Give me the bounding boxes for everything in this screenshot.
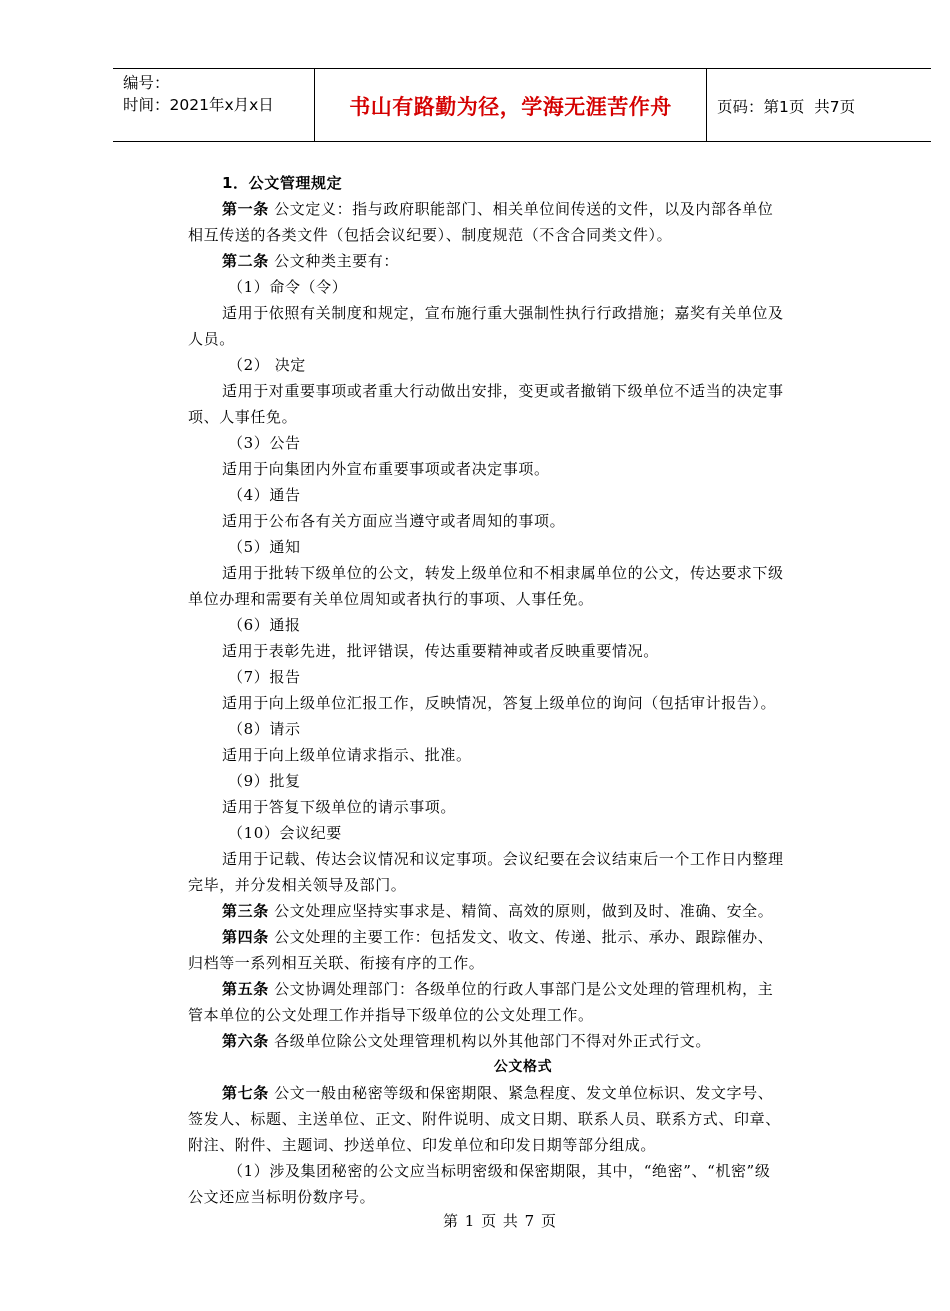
type-desc: 适用于答复下级单位的请示事项。 xyxy=(222,798,457,816)
type-name: （7）报告 xyxy=(228,668,301,686)
type-name: （10）会议纪要 xyxy=(228,824,342,842)
type-name: （8）请示 xyxy=(228,720,301,738)
type-desc-cont: 人员。 xyxy=(188,330,235,348)
article-1-cont: 相互传送的各类文件（包括会议纪要）、制度规范（不含合同类文件）。 xyxy=(188,226,673,244)
article-3: 第三条 公文处理应坚持实事求是、精简、高效的原则，做到及时、准确、安全。 xyxy=(222,902,774,920)
type-desc-cont: 项、人事任免。 xyxy=(188,408,298,426)
header-divider xyxy=(706,69,707,141)
type-desc-cont: 完毕，并分发相关领导及部门。 xyxy=(188,876,407,894)
type-name: （3）公告 xyxy=(228,434,301,452)
type-desc: 适用于对重要事项或者重大行动做出安排，变更或者撤销下级单位不适当的决定事 xyxy=(222,382,784,400)
item-1-cont: 公文还应当标明份数序号。 xyxy=(188,1188,376,1206)
subsection-title: 公文格式 xyxy=(493,1059,553,1075)
type-desc: 适用于表彰先进，批评错误，传达重要精神或者反映重要情况。 xyxy=(222,642,659,660)
section-title: 1．公文管理规定 xyxy=(222,174,343,192)
type-desc: 适用于向上级单位汇报工作，反映情况，答复上级单位的询问（包括审计报告）。 xyxy=(222,694,777,712)
type-name: （1）命令（令） xyxy=(228,278,348,296)
type-name: （5）通知 xyxy=(228,538,301,556)
type-name: （6）通报 xyxy=(228,616,301,634)
header-page-info: 页码：第1页 共7页 xyxy=(717,98,856,116)
article-4-cont: 归档等一系列相互关联、衔接有序的工作。 xyxy=(188,954,485,972)
type-desc: 适用于向集团内外宣布重要事项或者决定事项。 xyxy=(222,460,550,478)
type-desc: 适用于公布各有关方面应当遵守或者周知的事项。 xyxy=(222,512,566,530)
header-number: 编号： xyxy=(123,74,170,92)
article-5-cont: 管本单位的公文处理工作并指导下级单位的公文处理工作。 xyxy=(188,1006,594,1024)
document-body xyxy=(188,170,858,1210)
article-6: 第六条 各级单位除公文处理管理机构以外其他部门不得对外正式行文。 xyxy=(222,1032,711,1050)
header-meta xyxy=(123,72,274,116)
article-5: 第五条 公文协调处理部门：各级单位的行政人事部门是公文处理的管理机构，主 xyxy=(222,980,774,998)
type-desc: 适用于向上级单位请求指示、批准。 xyxy=(222,746,472,764)
page-footer: 第 1 页 共 7 页 xyxy=(443,1212,557,1230)
type-name: （9）批复 xyxy=(228,772,301,790)
article-7: 第七条 公文一般由秘密等级和保密期限、紧急程度、发文单位标识、发文字号、 xyxy=(222,1084,774,1102)
type-desc-cont: 单位办理和需要有关单位周知或者执行的事项、人事任免。 xyxy=(188,590,594,608)
header-time: 时间：2021年x月x日 xyxy=(123,96,274,114)
header-motto: 书山有路勤为径，学海无涯苦作舟 xyxy=(349,95,672,119)
article-1: 第一条 公文定义：指与政府职能部门、相关单位间传送的文件，以及内部各单位 xyxy=(222,200,774,218)
type-desc: 适用于记载、传达会议情况和议定事项。会议纪要在会议结束后一个工作日内整理 xyxy=(222,850,784,868)
type-name: （4）通告 xyxy=(228,486,301,504)
article-2: 第二条 公文种类主要有： xyxy=(222,252,399,270)
document-header xyxy=(113,68,931,142)
article-7-cont: 附注、附件、主题词、抄送单位、印发单位和印发日期等部分组成。 xyxy=(188,1136,657,1154)
type-name: （2） 决定 xyxy=(228,356,306,374)
article-7-cont: 签发人、标题、主送单位、正文、附件说明、成文日期、联系人员、联系方式、印章、 xyxy=(188,1110,781,1128)
article-4: 第四条 公文处理的主要工作：包括发文、收文、传递、批示、承办、跟踪催办、 xyxy=(222,928,774,946)
type-desc: 适用于批转下级单位的公文，转发上级单位和不相隶属单位的公文，传达要求下级 xyxy=(222,564,784,582)
type-desc: 适用于依照有关制度和规定，宣布施行重大强制性执行行政措施；嘉奖有关单位及 xyxy=(222,304,784,322)
item-1: （1）涉及集团秘密的公文应当标明密级和保密期限，其中，“绝密”、“机密”级 xyxy=(228,1162,771,1180)
